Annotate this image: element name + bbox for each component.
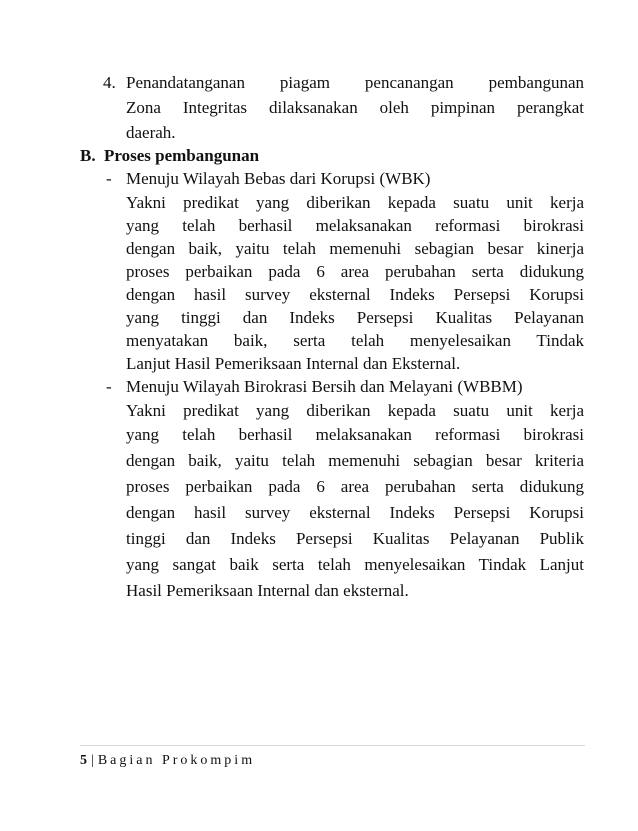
section-title: Proses pembangunan [104,146,260,165]
footer-separator: | [91,753,94,768]
wbbm-line-3: dengan baik, yaitu telah memenuhi sebagian besar kriteria [126,451,584,470]
wbbm-line-1: Yakni predikat yang diberikan kepada suatu unit kerja [126,401,584,420]
wbk-line-1: Yakni predikat yang diberikan kepada suatu unit kerja [126,193,584,212]
wbbm-heading: Menuju Wilayah Birokrasi Bersih dan Melayani (WBBM) [126,377,523,396]
wbk-line-8: Lanjut Hasil Pemeriksaan Internal dan Eksternal. [126,354,461,373]
wbbm-line-7: yang sangat baik serta telah menyelesaikan Tindak Lanjut [126,555,584,574]
wbbm-line-4: proses perbaikan pada 6 area perubahan serta didukung [126,477,584,496]
wbk-line-2: yang telah berhasil melaksanakan reformasi birokrasi [126,216,584,235]
wbk-line-7: menyatakan baik, serta telah menyelesaikan Tindak [126,331,584,350]
bullet-dash: - [106,377,112,396]
wbk-heading: Menuju Wilayah Bebas dari Korupsi (WBK) [126,169,431,188]
wbbm-line-6: tinggi dan Indeks Persepsi Kualitas Pelayanan Publik [126,529,584,548]
item4-line-3: daerah. [126,123,176,142]
page-footer [80,752,255,770]
item4-line-1: Penandatanganan piagam pencanangan pembangunan [126,73,584,92]
wbk-line-5: dengan hasil survey eksternal Indeks Persepsi Korupsi [126,285,584,304]
section-letter: B. [80,146,96,165]
wbbm-line-8: Hasil Pemeriksaan Internal dan eksternal. [126,581,409,600]
wbk-line-3: dengan baik, yaitu telah memenuhi sebagian besar kinerja [126,239,584,258]
wbbm-line-2: yang telah berhasil melaksanakan reformasi birokrasi [126,425,584,444]
wbk-line-4: proses perbaikan pada 6 area perubahan serta didukung [126,262,584,281]
wbk-line-6: yang tinggi dan Indeks Persepsi Kualitas Pelayanan [126,308,584,327]
footer-divider [80,745,585,746]
bullet-dash: - [106,169,112,188]
wbbm-line-5: dengan hasil survey eksternal Indeks Persepsi Korupsi [126,503,584,522]
page-number: 5 [80,753,87,768]
list-item-number: 4. [103,73,116,92]
footer-label: Bagian Prokompim [97,753,256,768]
item4-line-2: Zona Integritas dilaksanakan oleh pimpinan perangkat [126,98,584,117]
